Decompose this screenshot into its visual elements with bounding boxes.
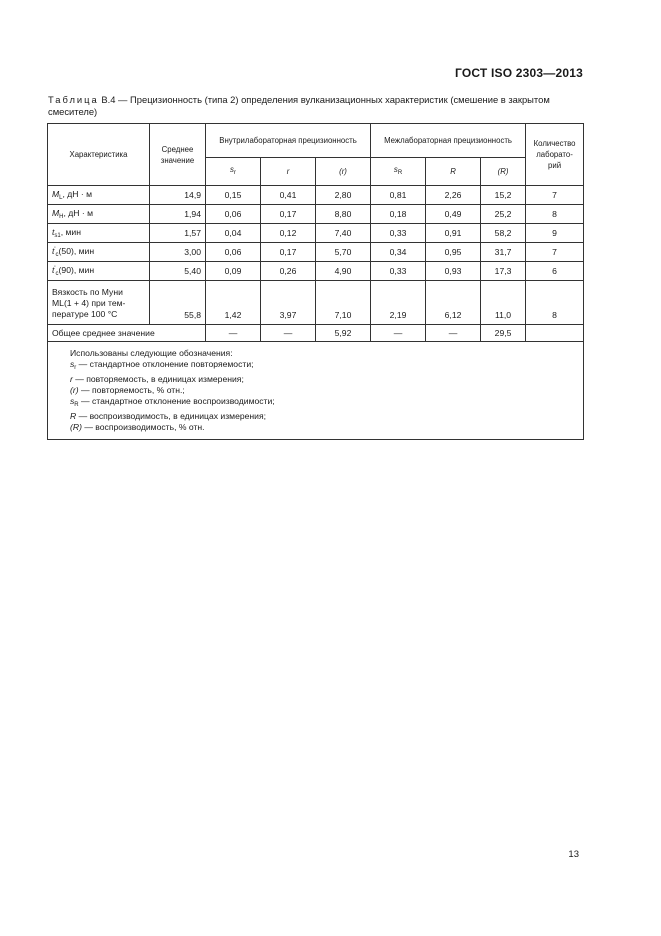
- cell-r: 3,97: [261, 281, 316, 325]
- cell-mean: 1,94: [150, 205, 206, 224]
- row-characteristic: $M_H$, дН · м: [48, 205, 150, 224]
- cell-r: 0,17: [261, 243, 316, 262]
- cell-Rp: 15,2: [481, 186, 526, 205]
- note-R: R — воспроизводимость, в единицах измерения;: [70, 411, 266, 421]
- cell-sR: —: [371, 325, 426, 342]
- cell-R: 2,26: [426, 186, 481, 205]
- row-characteristic-mooney: Вязкость по Муни ML(1 + 4) при тем- пературе 100 °С: [48, 281, 150, 325]
- cell-Rp: 58,2: [481, 224, 526, 243]
- cell-R: 0,93: [426, 262, 481, 281]
- cell-R: 6,12: [426, 281, 481, 325]
- row-characteristic: $t'_c(50)$, мин: [48, 243, 150, 262]
- header-inter-lab: Межлабораторная прецизионность: [371, 124, 526, 158]
- cell-mean: 1,57: [150, 224, 206, 243]
- cell-Rp: 25,2: [481, 205, 526, 224]
- cell-sr: 0,09: [206, 262, 261, 281]
- header-characteristic: Характеристика: [48, 124, 150, 186]
- table-row: [48, 224, 584, 243]
- notes: [48, 342, 584, 440]
- cell-sr: 0,06: [206, 243, 261, 262]
- row-characteristic: $t_{s1}$, мин: [48, 224, 150, 243]
- cell-sr: 0,15: [206, 186, 261, 205]
- cell-Rp: 11,0: [481, 281, 526, 325]
- header-lab-count: Количество лаборато-рий: [526, 124, 584, 186]
- cell-r: 0,26: [261, 262, 316, 281]
- cell-r: 0,12: [261, 224, 316, 243]
- caption-label: Таблица: [48, 94, 99, 105]
- cell-sr: 0,06: [206, 205, 261, 224]
- cell-rp: 7,40: [316, 224, 371, 243]
- cell-R: 0,49: [426, 205, 481, 224]
- cell-Rp: 29,5: [481, 325, 526, 342]
- table-notes-row: [48, 342, 584, 440]
- cell-rp: 4,90: [316, 262, 371, 281]
- cell-count: 7: [526, 186, 584, 205]
- cell-r: 0,41: [261, 186, 316, 205]
- cell-count: 6: [526, 262, 584, 281]
- table-row: [48, 205, 584, 224]
- cell-sR: 0,34: [371, 243, 426, 262]
- caption-text: В.4 — Прецизионность (типа 2) определения вулканизационных характеристик (смешение в закрытом смесителе): [48, 94, 550, 117]
- cell-sr: 1,42: [206, 281, 261, 325]
- precision-table: [47, 123, 584, 440]
- note-sr: $s_r$ — стандартное отклонение повторяемости;: [70, 359, 254, 371]
- document-header: ГОСТ ISO 2303—2013: [454, 66, 583, 80]
- note-r: r — повторяемость, в единицах измерения;: [70, 374, 244, 384]
- header-intra-lab: Внутрилабораторная прецизионность: [206, 124, 371, 158]
- cell-sR: 0,33: [371, 224, 426, 243]
- cell-r: 0,17: [261, 205, 316, 224]
- subheader-r: r: [261, 158, 316, 186]
- cell-count: 7: [526, 243, 584, 262]
- cell-R: —: [426, 325, 481, 342]
- cell-R: 0,91: [426, 224, 481, 243]
- table-row-overall: [48, 325, 584, 342]
- cell-count: [526, 325, 584, 342]
- table-row: [48, 186, 584, 205]
- page-number: 13: [568, 849, 579, 860]
- cell-rp: 5,92: [316, 325, 371, 342]
- cell-count: 9: [526, 224, 584, 243]
- note-R-percent: (R) — воспроизводимость, % отн.: [70, 422, 205, 432]
- cell-mean: 5,40: [150, 262, 206, 281]
- cell-mean: 55,8: [150, 281, 206, 325]
- cell-sr: 0,04: [206, 224, 261, 243]
- row-characteristic: $M_L$, дН · м: [48, 186, 150, 205]
- subheader-sR: $s_R$: [371, 158, 426, 186]
- table-row-mooney: [48, 281, 584, 325]
- cell-count: 8: [526, 205, 584, 224]
- cell-sR: 2,19: [371, 281, 426, 325]
- cell-R: 0,95: [426, 243, 481, 262]
- cell-rp: 5,70: [316, 243, 371, 262]
- row-overall-label: Общее среднее значение: [48, 325, 206, 342]
- cell-r: —: [261, 325, 316, 342]
- table-caption: [48, 94, 588, 118]
- cell-mean: 14,9: [150, 186, 206, 205]
- cell-sR: 0,81: [371, 186, 426, 205]
- cell-rp: 7,10: [316, 281, 371, 325]
- subheader-r-percent: (r): [316, 158, 371, 186]
- subheader-R-percent: (R): [481, 158, 526, 186]
- cell-Rp: 31,7: [481, 243, 526, 262]
- subheader-R: R: [426, 158, 481, 186]
- cell-rp: 8,80: [316, 205, 371, 224]
- row-characteristic: $t'_c(90)$, мин: [48, 262, 150, 281]
- cell-sR: 0,33: [371, 262, 426, 281]
- subheader-sr: $s_r$: [206, 158, 261, 186]
- table-row: [48, 243, 584, 262]
- note-sR: $s_R$ — стандартное отклонение воспроизводимости;: [70, 396, 275, 408]
- table-row: [48, 262, 584, 281]
- cell-sR: 0,18: [371, 205, 426, 224]
- notes-intro: Использованы следующие обозначения:: [70, 348, 233, 358]
- cell-count: 8: [526, 281, 584, 325]
- cell-Rp: 17,3: [481, 262, 526, 281]
- cell-sr: —: [206, 325, 261, 342]
- header-mean: Среднее значение: [150, 124, 206, 186]
- cell-rp: 2,80: [316, 186, 371, 205]
- cell-mean: 3,00: [150, 243, 206, 262]
- note-r-percent: (r) — повторяемость, % отн.;: [70, 385, 185, 395]
